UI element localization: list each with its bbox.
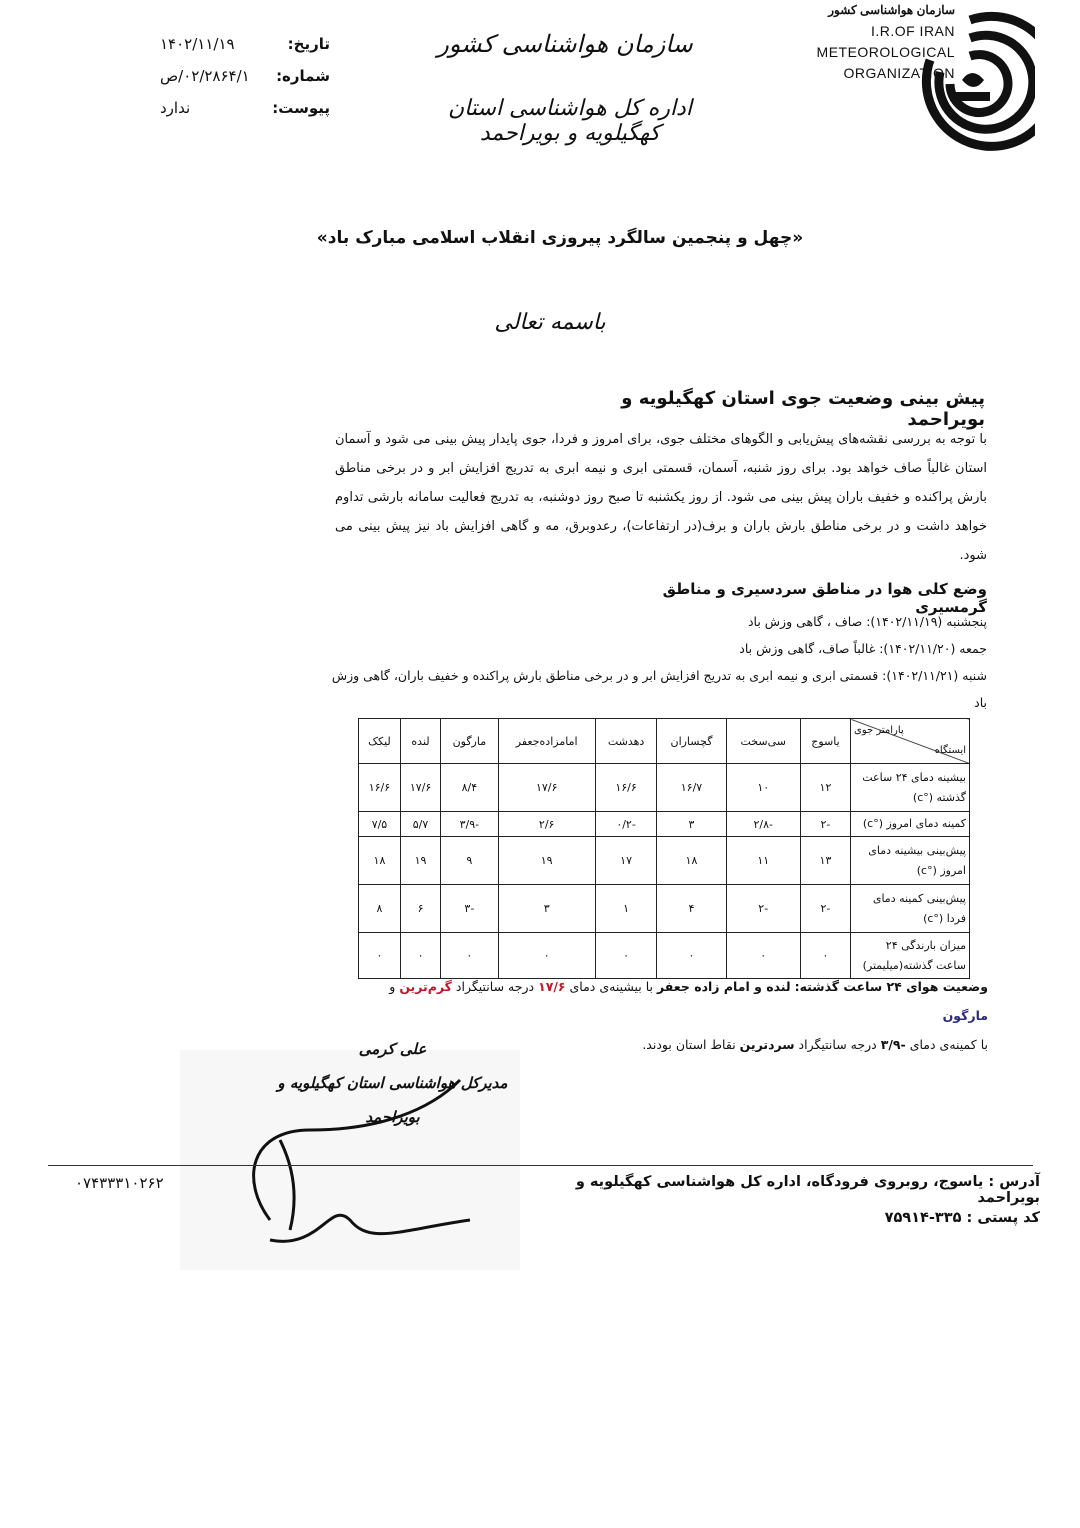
station-header: گچساران <box>657 719 726 764</box>
value-cell: ۳ <box>498 885 595 933</box>
meteorological-logo-icon <box>900 0 1035 165</box>
param-cell: کمینه دمای امروز (°c) <box>851 812 970 837</box>
table-row <box>359 764 970 812</box>
corner-station-label: ایستگاه <box>934 745 966 756</box>
forecast-title: پیش بینی وضعیت جوی استان کهگیلویه و بویراحمد <box>621 388 985 430</box>
logo-en-line2: METEOROLOGICAL <box>816 44 955 60</box>
attachment-label: پیوست: <box>272 99 330 117</box>
number-label: شماره: <box>276 67 330 85</box>
table-header-row <box>359 719 970 764</box>
value-cell: ۱۶/۷ <box>657 764 726 812</box>
value-cell: ۱۷ <box>595 837 657 885</box>
value-cell: ۱۸ <box>359 837 401 885</box>
summary-text: با کمینه‌ی دمای <box>909 1037 988 1052</box>
value-cell: ۱۷/۶ <box>498 764 595 812</box>
summary-label: وضعیت هوای ۲۴ ساعت گذشته: <box>794 979 988 994</box>
table-row <box>359 812 970 837</box>
value-cell: ۱۱ <box>726 837 800 885</box>
address: آدرس : یاسوج، روبروی فرودگاه، اداره کل هواشناسی کهگیلویه و بویراحمد <box>575 1174 1040 1206</box>
station-header: یاسوج <box>800 719 850 764</box>
value-cell: -۲ <box>800 812 850 837</box>
value-cell: -۲ <box>800 885 850 933</box>
station-header: امامزاده‌جعفر <box>498 719 595 764</box>
value-cell: ۰ <box>441 933 498 979</box>
number-value: ۰۲/۲۸۶۴/۱/ص <box>160 67 250 85</box>
summary-text: درجه سانتیگراد <box>455 979 535 994</box>
date-label: تاریخ: <box>287 35 330 53</box>
param-cell: میزان بارندگی ۲۴ ساعت گذشته(میلیمتر) <box>851 933 970 979</box>
station-header: دهدشت <box>595 719 657 764</box>
org-department: اداره کل هواشناسی استان کهگیلویه و بویراحمد <box>448 96 692 146</box>
value-cell: -۲ <box>726 885 800 933</box>
param-cell: پیش‌بینی کمینه دمای فردا (°c) <box>851 885 970 933</box>
param-cell: بیشینه دمای ۲۴ ساعت گذشته (°c) <box>851 764 970 812</box>
station-header: لنده <box>400 719 440 764</box>
bismillah: باسمه تعالی <box>494 310 606 335</box>
value-cell: ۱۳ <box>800 837 850 885</box>
value-cell: ۱ <box>595 885 657 933</box>
station-header: لیکک <box>359 719 401 764</box>
forecast-friday: جمعه (۱۴۰۲/۱۱/۲۰): غالباً صاف، گاهی وزش باد <box>739 641 987 656</box>
value-cell: ۲/۶ <box>498 812 595 837</box>
attachment-value: ندارد <box>160 99 191 117</box>
coldest-station: مارگون <box>942 1008 988 1023</box>
value-cell: ۱۹ <box>498 837 595 885</box>
table-corner-cell <box>851 719 970 764</box>
coldest-label: سردترین <box>739 1037 795 1052</box>
value-cell: ۵/۷ <box>400 812 440 837</box>
attachment-row <box>160 92 330 124</box>
logo-en-line1: I.R.OF IRAN <box>870 23 955 39</box>
value-cell: ۱۶/۶ <box>595 764 657 812</box>
value-cell: ۰ <box>800 933 850 979</box>
value-cell: ۰ <box>359 933 401 979</box>
summary-text: نقاط استان بودند. <box>642 1037 736 1052</box>
corner-param-label: پارامتر جوی <box>854 725 904 736</box>
value-cell: ۱۷/۶ <box>400 764 440 812</box>
summary-text: و <box>389 979 396 994</box>
org-heading <box>420 30 720 146</box>
intro-paragraph: با توجه به بررسی نقشه‌های پیش‌یابی و الگوهای مختلف جوی، برای امروز و فردا، جوی پایدار پیش بینی می شود و آسمان استان غالباً صاف خواهد بود. برای روز شنبه، آسمان، قسمتی ابری و نیمه ابری به تدریج افزایش ابر و در برخی مناطق بارش پراکنده و خفیف باران پیش بینی می شود. از روز یکشنبه تا صبح روز دوشنبه، به تدریج فعالیت سامانه بارشی تداوم خواهد داشت و در برخی مناطق بارش باران و برف(در ارتفاعات)، رعدوبرق، مه و گاهی افزایش باد نیز پیش بینی می شود. <box>335 432 987 563</box>
min-temp-value: -۳/۹ <box>880 1037 906 1052</box>
value-cell: ۰ <box>657 933 726 979</box>
value-cell: ۸ <box>359 885 401 933</box>
max-temp-value: ۱۷/۶ <box>538 979 566 994</box>
letter-meta <box>160 28 330 124</box>
value-cell: ۱۰ <box>726 764 800 812</box>
date-row <box>160 28 330 60</box>
station-header: مارگون <box>441 719 498 764</box>
value-cell: ۶ <box>400 885 440 933</box>
signer-block <box>270 1032 515 1134</box>
value-cell: ۳ <box>657 812 726 837</box>
footer-divider <box>48 1165 1033 1166</box>
value-cell: ۰ <box>726 933 800 979</box>
value-cell: ۱۹ <box>400 837 440 885</box>
value-cell: ۸/۴ <box>441 764 498 812</box>
postal-code: کد پستی : ۳۳۵-۷۵۹۱۴ <box>884 1210 1040 1226</box>
value-cell: ۰ <box>498 933 595 979</box>
value-cell: ۱۲ <box>800 764 850 812</box>
logo-fa-text: سازمان هواشناسی کشور <box>828 3 955 17</box>
table-row <box>359 885 970 933</box>
number-row <box>160 60 330 92</box>
value-cell: ۰ <box>595 933 657 979</box>
value-cell: ۱۶/۶ <box>359 764 401 812</box>
signer-role: مدیرکل هواشناسی استان کهگیلویه و بویراحمد <box>277 1074 508 1126</box>
station-header: سی‌سخت <box>726 719 800 764</box>
param-cell: پیش‌بینی بیشینه دمای امروز (°c) <box>851 837 970 885</box>
date-value: ۱۴۰۲/۱۱/۱۹ <box>160 35 235 53</box>
forecast-saturday: شنبه (۱۴۰۲/۱۱/۲۱): قسمتی ابری و نیمه ابری به تدریج افزایش ابر و در برخی مناطق بارش پراکنده و خفیف باران، گاهی وزش باد <box>331 668 987 710</box>
value-cell: ۷/۵ <box>359 812 401 837</box>
signer-name: علی کرمی <box>358 1040 427 1058</box>
value-cell: -۳/۹ <box>441 812 498 837</box>
logo-en-line3: ORGANIZATION <box>843 65 955 81</box>
warmest-label: گرم‌ترین <box>399 979 452 994</box>
value-cell: ۴ <box>657 885 726 933</box>
warmest-stations: لنده و امام زاده جعفر <box>657 979 791 994</box>
phone-number: ۰۷۴۳۳۳۱۰۲۶۲ <box>75 1174 164 1192</box>
value-cell: -۰/۲ <box>595 812 657 837</box>
general-weather-title: وضع کلی هوا در مناطق سردسیری و مناطق گرمسیری <box>662 580 987 616</box>
forecast-thursday: پنجشنبه (۱۴۰۲/۱۱/۱۹): صاف ، گاهی وزش باد <box>747 614 987 629</box>
table-row <box>359 837 970 885</box>
org-name: سازمان هواشناسی کشور <box>437 30 693 58</box>
value-cell: ۱۸ <box>657 837 726 885</box>
value-cell: -۳ <box>441 885 498 933</box>
summary-text: درجه سانتیگراد <box>798 1037 877 1052</box>
weather-table <box>358 718 970 979</box>
value-cell: ۹ <box>441 837 498 885</box>
value-cell: ۰ <box>400 933 440 979</box>
summary-text: با بیشینه‌ی دمای <box>569 979 654 994</box>
value-cell: -۲/۸ <box>726 812 800 837</box>
slogan: «چهل و پنجمین سالگرد پیروزی انقلاب اسلامی مبارک باد» <box>316 228 804 248</box>
